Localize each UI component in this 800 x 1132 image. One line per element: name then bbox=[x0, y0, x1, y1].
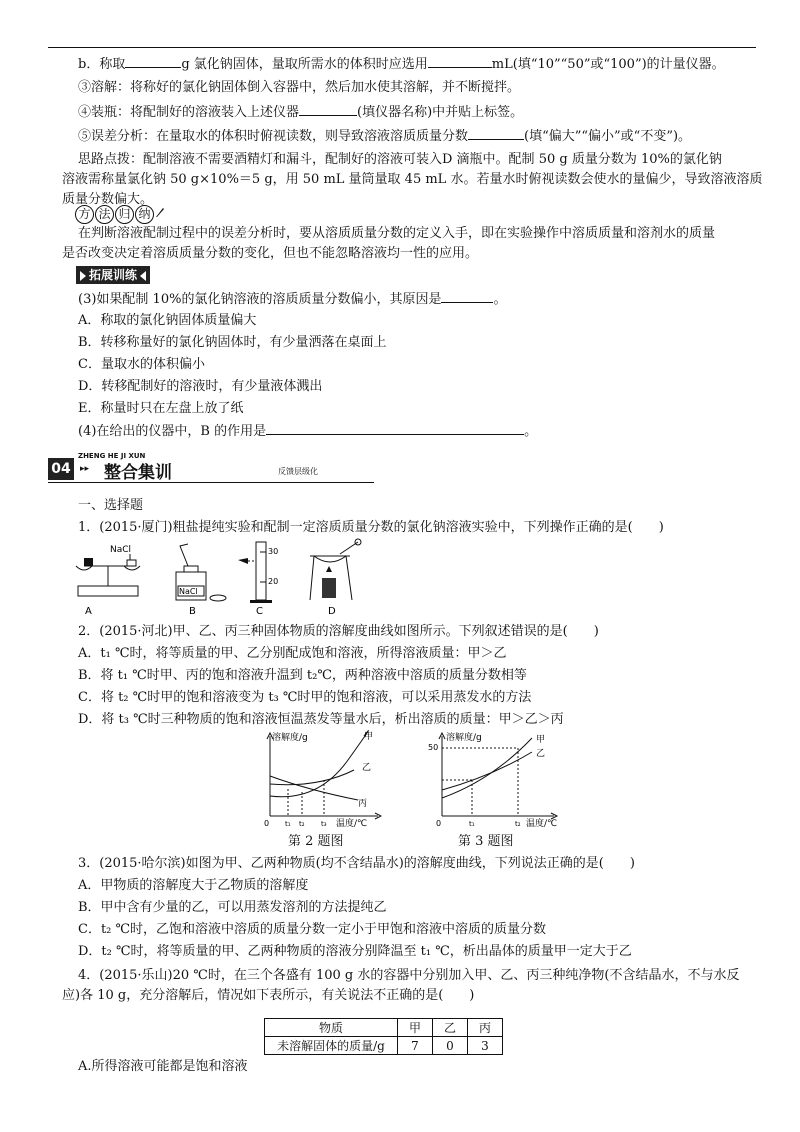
q2-solubility-graph bbox=[258, 730, 388, 830]
option-a: A．t₁ ℃时，将等质量的甲、乙分别配成饱和溶液，所得溶液质量：甲＞乙 bbox=[78, 646, 507, 661]
table-cell: 0 bbox=[433, 1037, 468, 1055]
table-row bbox=[265, 1037, 503, 1055]
text: 。 bbox=[493, 292, 507, 307]
triangle-left-icon bbox=[140, 271, 146, 281]
option-d: D．转移配制好的溶液时，有少量液体溅出 bbox=[78, 379, 323, 394]
tick-t3: t₃ bbox=[321, 820, 327, 828]
section-header bbox=[48, 454, 378, 484]
tick-50: 50 bbox=[428, 743, 439, 752]
origin-label: 0 bbox=[436, 819, 442, 828]
text: b．称取 bbox=[78, 57, 126, 72]
line-error bbox=[78, 127, 691, 146]
tick-t2: t₂ bbox=[299, 820, 305, 828]
fig-label-b: B bbox=[189, 606, 196, 616]
text: (3)如果配制 10%的氯化钠溶液的溶质质量分数偏小，其原因是 bbox=[78, 292, 442, 307]
triangle-right-icon bbox=[80, 271, 86, 281]
table-cell: 丙 bbox=[468, 1019, 503, 1037]
fig-label-d: D bbox=[328, 606, 336, 616]
section-title: 整合集训 bbox=[104, 463, 172, 483]
section-subtitle: 反馈层级化 bbox=[278, 467, 318, 476]
option-c: C．将 t₂ ℃时甲的饱和溶液变为 t₃ ℃时甲的饱和溶液，可以采用蒸发水的方法 bbox=[78, 690, 532, 705]
section-rule bbox=[48, 482, 374, 483]
series-label-yi: 乙 bbox=[362, 763, 372, 773]
option-d: D．t₂ ℃时，将等质量的甲、乙两种物质的溶液分别降温至 t₁ ℃，析出晶体的质量甲一定大于乙 bbox=[78, 944, 632, 959]
circle-char: 法 bbox=[95, 205, 114, 224]
text: (4)在给出的仪器中，B 的作用是 bbox=[78, 424, 267, 439]
text: 。 bbox=[524, 424, 538, 439]
x-axis-label: 温度/℃ bbox=[336, 819, 368, 829]
table-cell: 7 bbox=[398, 1037, 433, 1055]
text: g 氯化钠固体，量取所需水的体积时应选用 bbox=[181, 57, 428, 72]
line-weigh bbox=[78, 55, 725, 74]
extension-training-tag bbox=[76, 266, 150, 284]
option-e: E．称量时只在左盘上放了纸 bbox=[78, 401, 244, 416]
hint-line: 溶液需称量氯化钠 50 g×10%＝5 g，用 50 mL 量筒量取 45 mL 水。若量水时俯视读数会使水的量偏少，导致溶液溶质 bbox=[62, 172, 763, 187]
method-line: 在判断溶液配制过程中的误差分析时，要从溶质质量分数的定义入手，即在实验操作中溶质质量和溶剂水的质量 bbox=[78, 226, 716, 241]
option-c: C．量取水的体积偏小 bbox=[78, 357, 205, 372]
series-label-jia: 甲 bbox=[536, 735, 546, 745]
evaporation-figure bbox=[310, 539, 361, 600]
fig-label-a: A bbox=[85, 606, 92, 616]
figure-caption: 第 2 题图 bbox=[288, 834, 344, 849]
option-a: A．称取的氯化钠固体质量偏大 bbox=[78, 313, 257, 328]
answer-blank[interactable] bbox=[441, 290, 493, 303]
fig-label-c: C bbox=[256, 606, 263, 616]
y-axis-label: 溶解度/g bbox=[272, 733, 308, 743]
tick-t2: t₂ bbox=[515, 820, 521, 828]
answer-blank[interactable] bbox=[468, 127, 524, 140]
hint-line: 思路点拨：配制溶液不需要酒精灯和漏斗，配制好的溶液可装入D 滴瓶中。配制 50 g 质量分数为 10%的氯化钠 bbox=[78, 152, 722, 167]
circle-char: 纳 bbox=[135, 205, 154, 224]
question-1: 1．(2015·厦门)粗盐提纯实验和配制一定溶质质量分数的氯化钠溶液实验中，下列操作正确的是( ) bbox=[78, 520, 664, 535]
answer-blank[interactable] bbox=[266, 422, 524, 435]
curve-yi bbox=[270, 770, 354, 785]
series-label-jia: 甲 bbox=[364, 732, 374, 742]
hint-line: 质量分数偏大。 bbox=[62, 192, 154, 207]
figure-caption: 第 3 题图 bbox=[458, 834, 514, 849]
option-b: B．转移称量好的氯化钠固体时，有少量洒落在桌面上 bbox=[78, 335, 387, 350]
option-d: D．将 t₃ ℃时三种物质的饱和溶液恒温蒸发等量水后，析出溶质的质量：甲＞乙＞丙 bbox=[78, 712, 564, 727]
table-cell: 乙 bbox=[433, 1019, 468, 1037]
series-label-bing: 丙 bbox=[358, 799, 368, 809]
question-4: 4．(2015·乐山)20 ℃时，在三个各盛有 100 g 水的容器中分别加入甲、乙、丙三种纯净物(不含结晶水，不与水反 bbox=[78, 968, 740, 983]
y-axis-label: 溶解度/g bbox=[446, 733, 482, 743]
series-label-yi: 乙 bbox=[536, 749, 546, 759]
method-summary-badge bbox=[75, 205, 165, 224]
option-a: A.所得溶液可能都是饱和溶液 bbox=[78, 1059, 248, 1074]
origin-label: 0 bbox=[264, 819, 270, 828]
ext-q3 bbox=[78, 290, 506, 309]
tick-label: 30 bbox=[268, 547, 279, 556]
ext-q4 bbox=[78, 422, 537, 441]
cylinder-figure bbox=[238, 542, 278, 603]
bottle-figure bbox=[176, 544, 226, 601]
text: ④装瓶：将配制好的溶液装入上述仪器 bbox=[78, 105, 300, 120]
line-bottle bbox=[78, 103, 523, 122]
table-cell: 3 bbox=[468, 1037, 503, 1055]
text: ⑤误差分析：在量取水的体积时俯视读数，则导致溶液溶质质量分数 bbox=[78, 129, 469, 144]
table-cell: 物质 bbox=[265, 1019, 398, 1037]
q3-solubility-graph bbox=[422, 730, 567, 830]
circle-char: 方 bbox=[75, 205, 94, 224]
double-arrow-icon: ▸▸ bbox=[80, 464, 90, 474]
section-pinyin: ZHENG HE JI XUN bbox=[78, 452, 146, 460]
question-2: 2．(2015·河北)甲、乙、丙三种固体物质的溶解度曲线如图所示。下列叙述错误的是( ) bbox=[78, 624, 599, 639]
option-b: B．将 t₁ ℃时甲、丙的饱和溶液升温到 t₂℃，两种溶液中溶质的质量分数相等 bbox=[78, 668, 527, 683]
nacl-label: NaCl bbox=[110, 545, 132, 555]
question-4-cont: 应)各 10 g，充分溶解后，情况如下表所示，有关说法不正确的是( ) bbox=[62, 988, 475, 1003]
tick-label: 20 bbox=[268, 577, 279, 586]
table-header-row bbox=[265, 1019, 503, 1037]
q4-table bbox=[264, 1018, 503, 1055]
text: mL(填“10”“50”或“100”)的计量仪器。 bbox=[491, 57, 725, 72]
top-rule bbox=[48, 47, 756, 48]
text: (填仪器名称)中并贴上标签。 bbox=[357, 105, 524, 120]
table-cell: 未溶解固体的质量/g bbox=[265, 1037, 398, 1055]
pen-icon bbox=[155, 206, 165, 218]
section-number: 04 bbox=[48, 458, 74, 480]
line-dissolve: ③溶解：将称好的氯化钠固体倒入容器中，然后加水使其溶解，并不断搅拌。 bbox=[78, 80, 521, 95]
x-axis-label: 温度/℃ bbox=[526, 819, 558, 829]
option-b: B．甲中含有少量的乙，可以用蒸发溶剂的方法提纯乙 bbox=[78, 900, 387, 915]
text: (填“偏大”“偏小”或“不变”)。 bbox=[524, 129, 692, 144]
circle-char: 归 bbox=[115, 205, 134, 224]
tick-t1: t₁ bbox=[469, 820, 475, 828]
balance-figure bbox=[76, 545, 140, 596]
question-3: 3．(2015·哈尔滨)如图为甲、乙两种物质(均不含结晶水)的溶解度曲线，下列说法正确的是( ) bbox=[78, 856, 635, 871]
table-cell: 甲 bbox=[398, 1019, 433, 1037]
option-a: A．甲物质的溶解度大于乙物质的溶解度 bbox=[78, 878, 309, 893]
tag-label: 拓展训练 bbox=[89, 268, 138, 282]
answer-blank[interactable] bbox=[428, 55, 492, 68]
tick-t1: t₁ bbox=[285, 820, 291, 828]
q1-apparatus-figure bbox=[70, 538, 380, 616]
option-c: C．t₂ ℃时，乙饱和溶液中溶质的质量分数一定小于甲饱和溶液中溶质的质量分数 bbox=[78, 922, 547, 937]
answer-blank[interactable] bbox=[125, 55, 181, 68]
method-line: 是否改变决定着溶质质量分数的变化，但也不能忽略溶液均一性的应用。 bbox=[62, 246, 479, 261]
answer-blank[interactable] bbox=[299, 103, 357, 116]
bottle-label: NaCl bbox=[179, 587, 198, 596]
part-heading: 一、选择题 bbox=[78, 498, 144, 513]
